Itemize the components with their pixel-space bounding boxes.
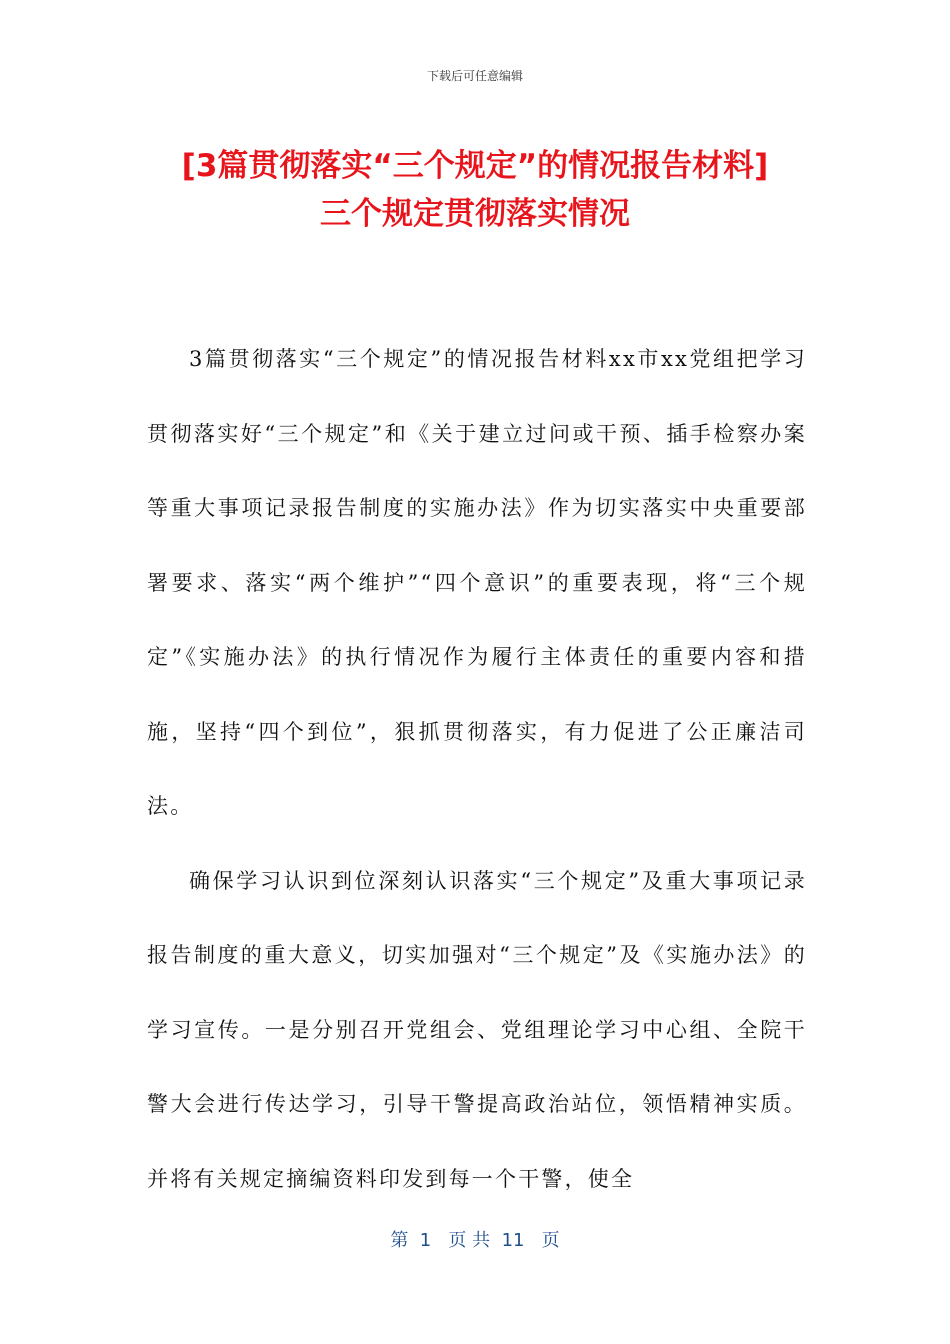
download-note: 下载后可任意编辑: [426, 69, 523, 83]
title-line-1: [3篇贯彻落实“三个规定”的情况报告材料]: [181, 148, 769, 184]
document-title: [60, 142, 890, 238]
page-number-footer: 第 1 页 共 11 页: [390, 1230, 560, 1251]
title-line-2: 三个规定贯彻落实情况: [320, 196, 630, 232]
paragraph-2: 确保学习认识到位深刻认识落实“三个规定”及重大事项记录报告制度的重大意义，切实加强对“三个规定”及《实施办法》的学习宣传。一是分别召开党组会、党组理论学习中心组、全院干警大会进行传达学习，引导干警提高政治站位，领悟精神实质。并将有关规定摘编资料印发到每一个干警，使全: [147, 868, 807, 1191]
document-body: [147, 322, 807, 1216]
paragraph-1: 3篇贯彻落实“三个规定”的情况报告材料xx市xx党组把学习贯彻落实好“三个规定”和《关于建立过问或干预、插手检察办案等重大事项记录报告制度的实施办法》作为切实落实中央重要部署要求、落实“两个维护”“四个意识”的重要表现，将“三个规定”《实施办法》的执行情况作为履行主体责任的重要内容和措施，坚持“四个到位”，狠抓贯彻落实，有力促进了公正廉洁司法。: [147, 347, 807, 818]
